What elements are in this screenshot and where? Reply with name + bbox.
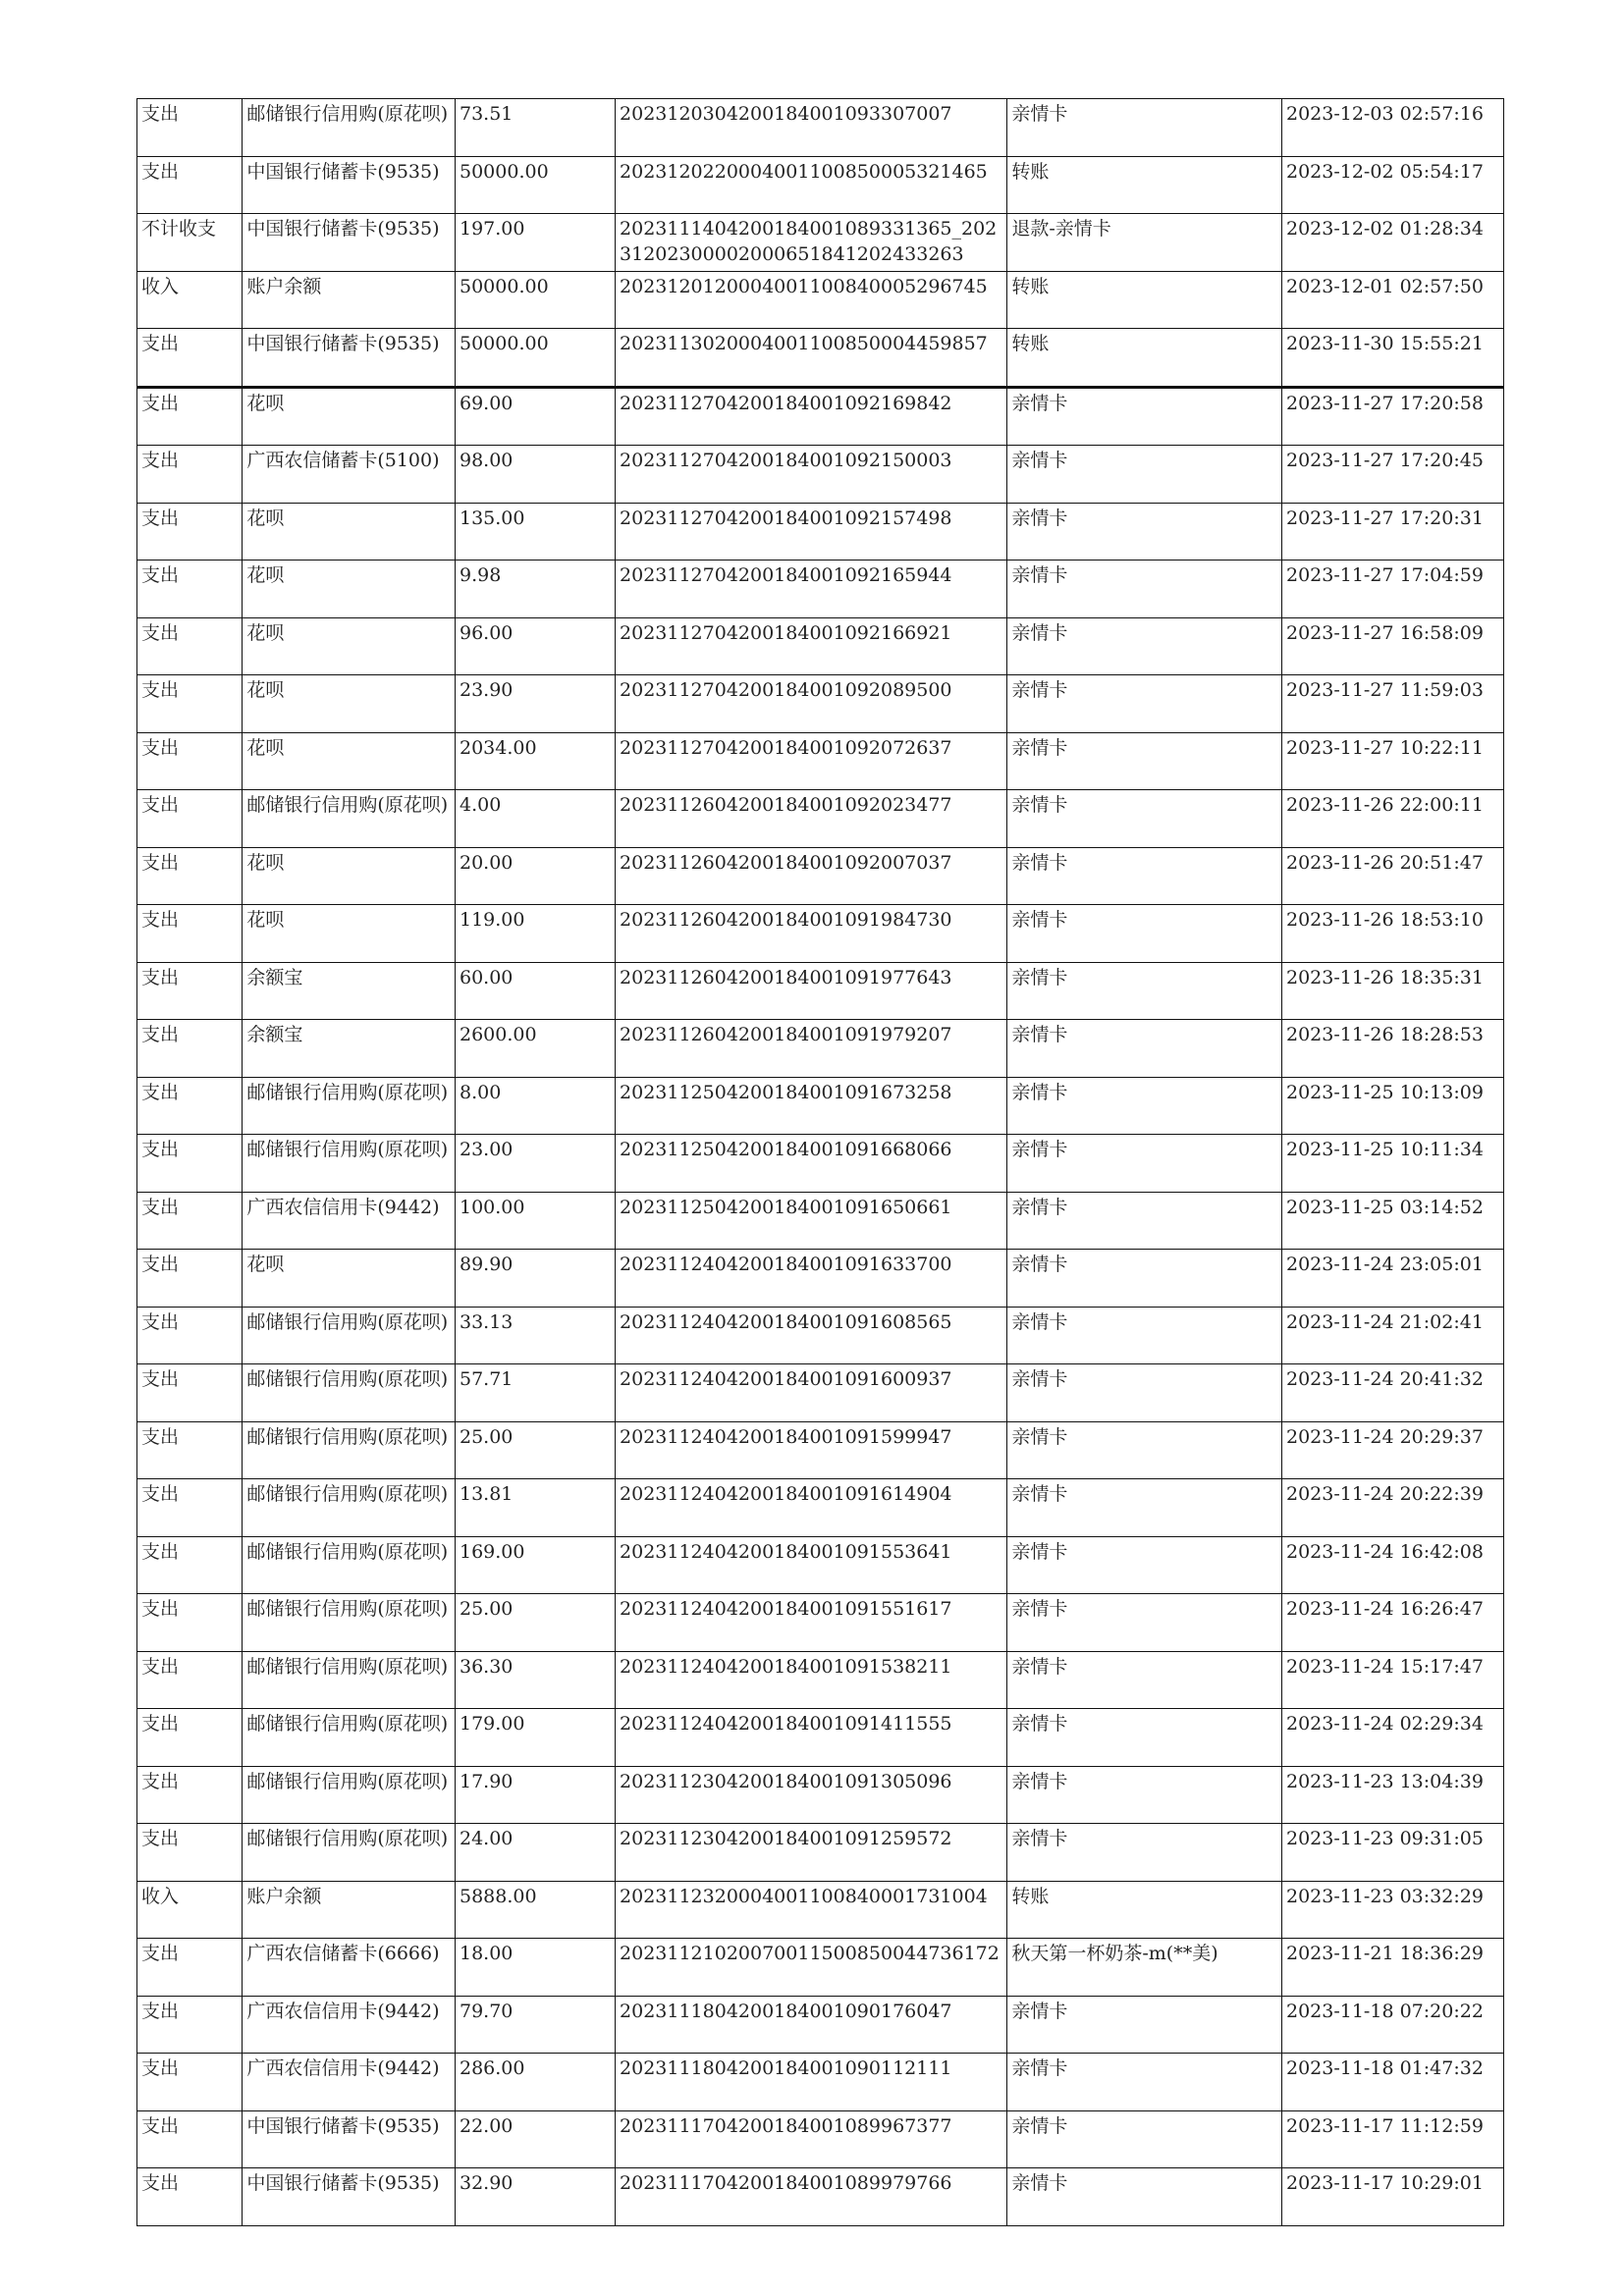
amount-cell: 179.00 <box>456 1709 616 1767</box>
counterparty-cell: 秋天第一杯奶茶-m(**美) <box>1007 1939 1282 1997</box>
payment-method-cell: 邮储银行信用购(原花呗) <box>243 1709 456 1767</box>
transaction-time-cell: 2023-11-26 18:53:10 <box>1281 905 1503 963</box>
table-row <box>137 1077 1504 1135</box>
amount-cell: 33.13 <box>456 1307 616 1364</box>
table-row <box>137 1192 1504 1250</box>
counterparty-cell: 亲情卡 <box>1007 1135 1282 1193</box>
transaction-time-cell: 2023-11-24 02:29:34 <box>1281 1709 1503 1767</box>
counterparty-cell: 亲情卡 <box>1007 1536 1282 1594</box>
table-row <box>137 847 1504 905</box>
amount-cell: 22.00 <box>456 2110 616 2168</box>
table-row <box>137 1307 1504 1364</box>
table-row <box>137 561 1504 618</box>
counterparty-cell: 退款-亲情卡 <box>1007 214 1282 272</box>
transaction-type-cell: 收入 <box>137 271 243 329</box>
amount-cell: 25.00 <box>456 1421 616 1479</box>
amount-cell: 98.00 <box>456 446 616 504</box>
order-number-cell: 2023112404200184001091608565 <box>616 1307 1007 1364</box>
amount-cell: 100.00 <box>456 1192 616 1250</box>
payment-method-cell: 花呗 <box>243 905 456 963</box>
counterparty-cell: 亲情卡 <box>1007 905 1282 963</box>
transaction-time-cell: 2023-11-27 17:20:31 <box>1281 503 1503 561</box>
payment-method-cell: 邮储银行信用购(原花呗) <box>243 1766 456 1824</box>
table-row <box>137 2054 1504 2111</box>
payment-method-cell: 中国银行储蓄卡(9535) <box>243 214 456 272</box>
amount-cell: 50000.00 <box>456 156 616 214</box>
transaction-time-cell: 2023-11-27 17:04:59 <box>1281 561 1503 618</box>
order-number-cell: 2023112604200184001091984730 <box>616 905 1007 963</box>
transaction-type-cell: 支出 <box>137 1077 243 1135</box>
order-number-cell: 2023112320004001100840001731004 <box>616 1881 1007 1939</box>
transaction-type-cell: 支出 <box>137 1996 243 2054</box>
payment-method-cell: 账户余额 <box>243 1881 456 1939</box>
order-number-cell: 2023112504200184001091673258 <box>616 1077 1007 1135</box>
table-row <box>137 1479 1504 1537</box>
transaction-time-cell: 2023-11-18 01:47:32 <box>1281 2054 1503 2111</box>
counterparty-cell: 亲情卡 <box>1007 1250 1282 1308</box>
transaction-time-cell: 2023-11-25 10:11:34 <box>1281 1135 1503 1193</box>
table-row <box>137 617 1504 675</box>
table-row <box>137 1135 1504 1193</box>
amount-cell: 23.00 <box>456 1135 616 1193</box>
table-row <box>137 99 1504 157</box>
order-number-cell: 2023112704200184001092169842 <box>616 387 1007 446</box>
order-number-cell: 2023112604200184001092007037 <box>616 847 1007 905</box>
transaction-type-cell: 支出 <box>137 790 243 848</box>
counterparty-cell: 亲情卡 <box>1007 1594 1282 1652</box>
amount-cell: 96.00 <box>456 617 616 675</box>
counterparty-cell: 转账 <box>1007 1881 1282 1939</box>
transaction-time-cell: 2023-11-21 18:36:29 <box>1281 1939 1503 1997</box>
order-number-cell: 2023112704200184001092089500 <box>616 675 1007 733</box>
amount-cell: 60.00 <box>456 962 616 1020</box>
counterparty-cell: 亲情卡 <box>1007 99 1282 157</box>
payment-method-cell: 邮储银行信用购(原花呗) <box>243 1077 456 1135</box>
payment-method-cell: 邮储银行信用购(原花呗) <box>243 1364 456 1422</box>
payment-method-cell: 花呗 <box>243 847 456 905</box>
table-row <box>137 675 1504 733</box>
transaction-time-cell: 2023-11-23 03:32:29 <box>1281 1881 1503 1939</box>
payment-method-cell: 中国银行储蓄卡(9535) <box>243 156 456 214</box>
transaction-type-cell: 支出 <box>137 905 243 963</box>
table-row <box>137 1421 1504 1479</box>
amount-cell: 286.00 <box>456 2054 616 2111</box>
table-row <box>137 905 1504 963</box>
transaction-time-cell: 2023-11-24 23:05:01 <box>1281 1250 1503 1308</box>
transaction-type-cell: 支出 <box>137 1479 243 1537</box>
transaction-time-cell: 2023-11-23 13:04:39 <box>1281 1766 1503 1824</box>
table-row <box>137 790 1504 848</box>
amount-cell: 2034.00 <box>456 732 616 790</box>
transaction-time-cell: 2023-11-24 21:02:41 <box>1281 1307 1503 1364</box>
payment-method-cell: 邮储银行信用购(原花呗) <box>243 99 456 157</box>
table-row <box>137 446 1504 504</box>
order-number-cell: 2023111404200184001089331365_20231202300002000651841202433263 <box>616 214 1007 272</box>
amount-cell: 169.00 <box>456 1536 616 1594</box>
amount-cell: 9.98 <box>456 561 616 618</box>
transaction-type-cell: 支出 <box>137 732 243 790</box>
table-row <box>137 1824 1504 1882</box>
counterparty-cell: 亲情卡 <box>1007 962 1282 1020</box>
counterparty-cell: 亲情卡 <box>1007 503 1282 561</box>
transaction-type-cell: 支出 <box>137 1020 243 1078</box>
payment-method-cell: 余额宝 <box>243 962 456 1020</box>
transaction-time-cell: 2023-11-25 03:14:52 <box>1281 1192 1503 1250</box>
counterparty-cell: 亲情卡 <box>1007 2054 1282 2111</box>
order-number-cell: 2023113020004001100850004459857 <box>616 329 1007 388</box>
counterparty-cell: 亲情卡 <box>1007 387 1282 446</box>
payment-method-cell: 中国银行储蓄卡(9535) <box>243 329 456 388</box>
transaction-time-cell: 2023-11-23 09:31:05 <box>1281 1824 1503 1882</box>
amount-cell: 2600.00 <box>456 1020 616 1078</box>
transaction-type-cell: 支出 <box>137 1536 243 1594</box>
transaction-type-cell: 支出 <box>137 2110 243 2168</box>
payment-method-cell: 花呗 <box>243 503 456 561</box>
payment-method-cell: 邮储银行信用购(原花呗) <box>243 790 456 848</box>
payment-method-cell: 花呗 <box>243 675 456 733</box>
table-row <box>137 271 1504 329</box>
transaction-time-cell: 2023-12-02 05:54:17 <box>1281 156 1503 214</box>
transaction-time-cell: 2023-12-01 02:57:50 <box>1281 271 1503 329</box>
counterparty-cell: 亲情卡 <box>1007 1651 1282 1709</box>
transaction-time-cell: 2023-11-26 22:00:11 <box>1281 790 1503 848</box>
counterparty-cell: 亲情卡 <box>1007 1709 1282 1767</box>
amount-cell: 17.90 <box>456 1766 616 1824</box>
transaction-time-cell: 2023-12-02 01:28:34 <box>1281 214 1503 272</box>
transaction-type-cell: 支出 <box>137 1364 243 1422</box>
table-row <box>137 962 1504 1020</box>
transaction-type-cell: 支出 <box>137 1307 243 1364</box>
order-number-cell: 2023112404200184001091633700 <box>616 1250 1007 1308</box>
transaction-type-cell: 支出 <box>137 156 243 214</box>
payment-method-cell: 中国银行储蓄卡(9535) <box>243 2110 456 2168</box>
transaction-type-cell: 支出 <box>137 1135 243 1193</box>
counterparty-cell: 亲情卡 <box>1007 790 1282 848</box>
transaction-type-cell: 支出 <box>137 675 243 733</box>
transaction-table <box>136 98 1504 2226</box>
order-number-cell: 2023111804200184001090112111 <box>616 2054 1007 2111</box>
transaction-table-body <box>137 99 1504 2226</box>
transaction-type-cell: 支出 <box>137 387 243 446</box>
payment-method-cell: 广西农信信用卡(9442) <box>243 1996 456 2054</box>
counterparty-cell: 亲情卡 <box>1007 617 1282 675</box>
table-row <box>137 1996 1504 2054</box>
payment-method-cell: 邮储银行信用购(原花呗) <box>243 1594 456 1652</box>
table-row <box>137 503 1504 561</box>
order-number-cell: 2023112704200184001092157498 <box>616 503 1007 561</box>
amount-cell: 25.00 <box>456 1594 616 1652</box>
counterparty-cell: 亲情卡 <box>1007 847 1282 905</box>
counterparty-cell: 亲情卡 <box>1007 1077 1282 1135</box>
order-number-cell: 2023112504200184001091668066 <box>616 1135 1007 1193</box>
transaction-type-cell: 支出 <box>137 503 243 561</box>
transaction-time-cell: 2023-11-24 15:17:47 <box>1281 1651 1503 1709</box>
transaction-time-cell: 2023-11-24 16:42:08 <box>1281 1536 1503 1594</box>
transaction-time-cell: 2023-11-26 20:51:47 <box>1281 847 1503 905</box>
payment-method-cell: 邮储银行信用购(原花呗) <box>243 1307 456 1364</box>
transaction-type-cell: 支出 <box>137 1250 243 1308</box>
counterparty-cell: 转账 <box>1007 156 1282 214</box>
order-number-cell: 2023112404200184001091553641 <box>616 1536 1007 1594</box>
table-row <box>137 1881 1504 1939</box>
transaction-time-cell: 2023-11-27 16:58:09 <box>1281 617 1503 675</box>
table-row <box>137 1536 1504 1594</box>
counterparty-cell: 转账 <box>1007 329 1282 388</box>
transaction-type-cell: 支出 <box>137 329 243 388</box>
payment-method-cell: 邮储银行信用购(原花呗) <box>243 1135 456 1193</box>
table-row <box>137 1939 1504 1997</box>
amount-cell: 36.30 <box>456 1651 616 1709</box>
table-row <box>137 1766 1504 1824</box>
counterparty-cell: 亲情卡 <box>1007 1020 1282 1078</box>
payment-method-cell: 广西农信储蓄卡(6666) <box>243 1939 456 1997</box>
counterparty-cell: 亲情卡 <box>1007 675 1282 733</box>
payment-method-cell: 花呗 <box>243 561 456 618</box>
counterparty-cell: 亲情卡 <box>1007 446 1282 504</box>
order-number-cell: 2023112404200184001091614904 <box>616 1479 1007 1537</box>
counterparty-cell: 亲情卡 <box>1007 1766 1282 1824</box>
transaction-type-cell: 支出 <box>137 617 243 675</box>
payment-method-cell: 花呗 <box>243 1250 456 1308</box>
payment-method-cell: 中国银行储蓄卡(9535) <box>243 2168 456 2226</box>
amount-cell: 50000.00 <box>456 271 616 329</box>
counterparty-cell: 亲情卡 <box>1007 1996 1282 2054</box>
transaction-type-cell: 收入 <box>137 1881 243 1939</box>
transaction-time-cell: 2023-11-24 16:26:47 <box>1281 1594 1503 1652</box>
order-number-cell: 2023112404200184001091411555 <box>616 1709 1007 1767</box>
amount-cell: 20.00 <box>456 847 616 905</box>
counterparty-cell: 亲情卡 <box>1007 561 1282 618</box>
counterparty-cell: 亲情卡 <box>1007 1307 1282 1364</box>
table-row <box>137 214 1504 272</box>
table-row <box>137 1364 1504 1422</box>
amount-cell: 50000.00 <box>456 329 616 388</box>
order-number-cell: 2023112504200184001091650661 <box>616 1192 1007 1250</box>
payment-method-cell: 账户余额 <box>243 271 456 329</box>
transaction-type-cell: 支出 <box>137 99 243 157</box>
payment-method-cell: 邮储银行信用购(原花呗) <box>243 1479 456 1537</box>
payment-method-cell: 广西农信信用卡(9442) <box>243 2054 456 2111</box>
amount-cell: 18.00 <box>456 1939 616 1997</box>
counterparty-cell: 亲情卡 <box>1007 1421 1282 1479</box>
transaction-type-cell: 支出 <box>137 1709 243 1767</box>
order-number-cell: 2023112404200184001091600937 <box>616 1364 1007 1422</box>
table-row <box>137 2168 1504 2226</box>
counterparty-cell: 亲情卡 <box>1007 732 1282 790</box>
payment-method-cell: 广西农信信用卡(9442) <box>243 1192 456 1250</box>
transaction-type-cell: 支出 <box>137 1192 243 1250</box>
counterparty-cell: 亲情卡 <box>1007 1364 1282 1422</box>
table-row <box>137 1709 1504 1767</box>
order-number-cell: 2023112704200184001092072637 <box>616 732 1007 790</box>
transaction-type-cell: 支出 <box>137 1824 243 1882</box>
order-number-cell: 2023112102007001150085004473617​2 <box>616 1939 1007 1997</box>
transaction-time-cell: 2023-11-24 20:22:39 <box>1281 1479 1503 1537</box>
payment-method-cell: 邮储银行信用购(原花呗) <box>243 1651 456 1709</box>
table-row <box>137 156 1504 214</box>
amount-cell: 73.51 <box>456 99 616 157</box>
order-number-cell: 2023112704200184001092150003 <box>616 446 1007 504</box>
order-number-cell: 2023112704200184001092165944 <box>616 561 1007 618</box>
payment-method-cell: 花呗 <box>243 617 456 675</box>
transaction-time-cell: 2023-11-27 17:20:45 <box>1281 446 1503 504</box>
order-number-cell: 2023112604200184001092023477 <box>616 790 1007 848</box>
order-number-cell: 2023112404200184001091551617 <box>616 1594 1007 1652</box>
amount-cell: 5888.00 <box>456 1881 616 1939</box>
order-number-cell: 2023111704200184001089967377 <box>616 2110 1007 2168</box>
transaction-type-cell: 支出 <box>137 446 243 504</box>
amount-cell: 89.90 <box>456 1250 616 1308</box>
counterparty-cell: 转账 <box>1007 271 1282 329</box>
transaction-type-cell: 支出 <box>137 1651 243 1709</box>
transaction-type-cell: 支出 <box>137 2168 243 2226</box>
transaction-type-cell: 不计收支 <box>137 214 243 272</box>
counterparty-cell: 亲情卡 <box>1007 1824 1282 1882</box>
transaction-time-cell: 2023-11-24 20:41:32 <box>1281 1364 1503 1422</box>
order-number-cell: 2023111704200184001089979766 <box>616 2168 1007 2226</box>
transaction-time-cell: 2023-11-26 18:35:31 <box>1281 962 1503 1020</box>
payment-method-cell: 邮储银行信用购(原花呗) <box>243 1536 456 1594</box>
transaction-time-cell: 2023-11-30 15:55:21 <box>1281 329 1503 388</box>
payment-method-cell: 广西农信储蓄卡(5100) <box>243 446 456 504</box>
amount-cell: 8.00 <box>456 1077 616 1135</box>
table-row <box>137 1594 1504 1652</box>
table-row <box>137 329 1504 388</box>
table-row <box>137 387 1504 446</box>
order-number-cell: 2023112404200184001091538211 <box>616 1651 1007 1709</box>
counterparty-cell: 亲情卡 <box>1007 1479 1282 1537</box>
payment-method-cell: 花呗 <box>243 732 456 790</box>
order-number-cell: 2023112404200184001091599947 <box>616 1421 1007 1479</box>
amount-cell: 23.90 <box>456 675 616 733</box>
order-number-cell: 2023120220004001100850005321465 <box>616 156 1007 214</box>
counterparty-cell: 亲情卡 <box>1007 2110 1282 2168</box>
transaction-time-cell: 2023-11-17 11:12:59 <box>1281 2110 1503 2168</box>
order-number-cell: 2023111804200184001090176047 <box>616 1996 1007 2054</box>
payment-method-cell: 邮储银行信用购(原花呗) <box>243 1824 456 1882</box>
order-number-cell: 2023120304200184001093307007 <box>616 99 1007 157</box>
transaction-type-cell: 支出 <box>137 1766 243 1824</box>
amount-cell: 4.00 <box>456 790 616 848</box>
transaction-time-cell: 2023-11-18 07:20:22 <box>1281 1996 1503 2054</box>
amount-cell: 57.71 <box>456 1364 616 1422</box>
transaction-type-cell: 支出 <box>137 847 243 905</box>
transaction-type-cell: 支出 <box>137 561 243 618</box>
table-row <box>137 1020 1504 1078</box>
payment-method-cell: 邮储银行信用购(原花呗) <box>243 1421 456 1479</box>
transaction-time-cell: 2023-11-25 10:13:09 <box>1281 1077 1503 1135</box>
transaction-type-cell: 支出 <box>137 1939 243 1997</box>
table-row <box>137 1250 1504 1308</box>
amount-cell: 79.70 <box>456 1996 616 2054</box>
counterparty-cell: 亲情卡 <box>1007 1192 1282 1250</box>
payment-method-cell: 花呗 <box>243 387 456 446</box>
amount-cell: 32.90 <box>456 2168 616 2226</box>
amount-cell: 197.00 <box>456 214 616 272</box>
transaction-type-cell: 支出 <box>137 1421 243 1479</box>
transaction-time-cell: 2023-11-27 11:59:03 <box>1281 675 1503 733</box>
amount-cell: 135.00 <box>456 503 616 561</box>
transaction-time-cell: 2023-11-27 17:20:58 <box>1281 387 1503 446</box>
transaction-type-cell: 支出 <box>137 1594 243 1652</box>
transaction-time-cell: 2023-11-24 20:29:37 <box>1281 1421 1503 1479</box>
table-row <box>137 1651 1504 1709</box>
order-number-cell: 2023112304200184001091305096 <box>616 1766 1007 1824</box>
transaction-type-cell: 支出 <box>137 962 243 1020</box>
order-number-cell: 2023120120004001100840005296745 <box>616 271 1007 329</box>
amount-cell: 69.00 <box>456 387 616 446</box>
amount-cell: 119.00 <box>456 905 616 963</box>
order-number-cell: 2023112604200184001091979207 <box>616 1020 1007 1078</box>
table-row <box>137 732 1504 790</box>
order-number-cell: 2023112304200184001091259572 <box>616 1824 1007 1882</box>
transaction-time-cell: 2023-12-03 02:57:16 <box>1281 99 1503 157</box>
amount-cell: 13.81 <box>456 1479 616 1537</box>
amount-cell: 24.00 <box>456 1824 616 1882</box>
transaction-time-cell: 2023-11-27 10:22:11 <box>1281 732 1503 790</box>
table-row <box>137 2110 1504 2168</box>
order-number-cell: 2023112604200184001091977643 <box>616 962 1007 1020</box>
payment-method-cell: 余额宝 <box>243 1020 456 1078</box>
transaction-time-cell: 2023-11-17 10:29:01 <box>1281 2168 1503 2226</box>
transaction-type-cell: 支出 <box>137 2054 243 2111</box>
counterparty-cell: 亲情卡 <box>1007 2168 1282 2226</box>
transaction-time-cell: 2023-11-26 18:28:53 <box>1281 1020 1503 1078</box>
order-number-cell: 2023112704200184001092166921 <box>616 617 1007 675</box>
